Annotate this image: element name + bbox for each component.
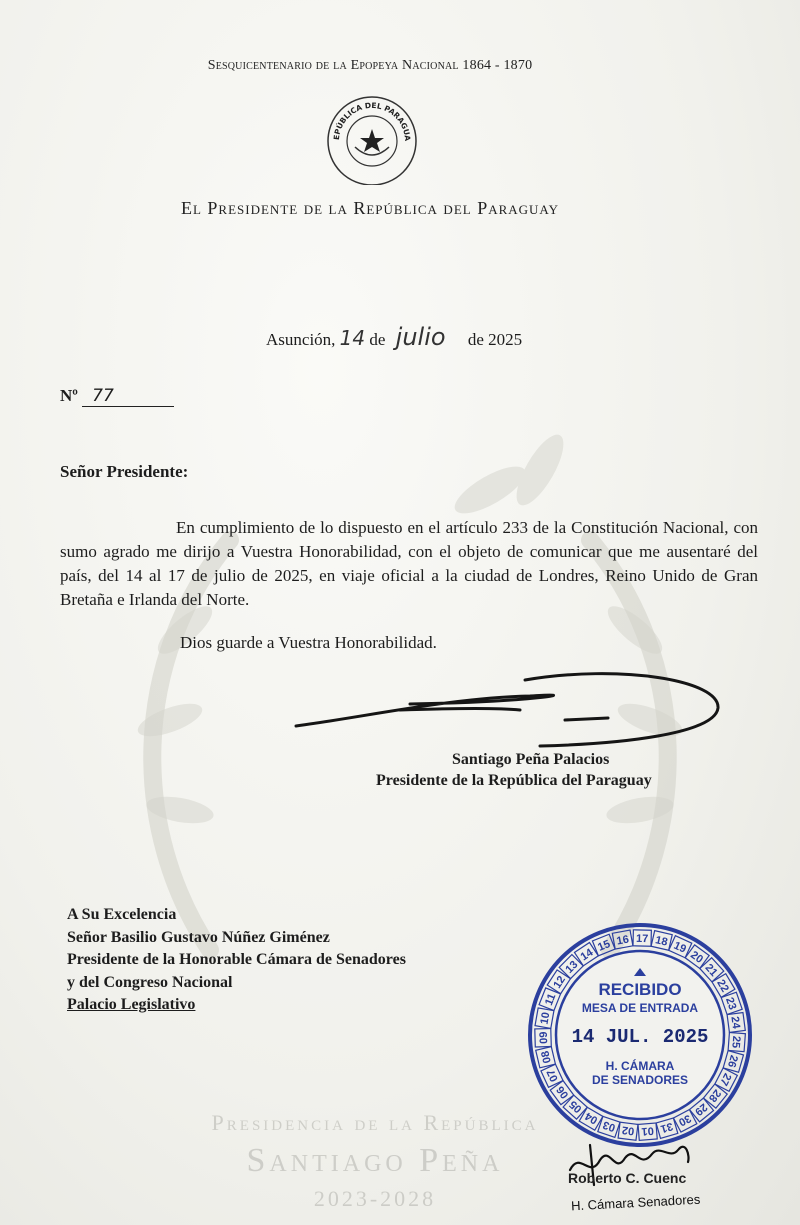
stamp-org-2: DE SENADORES xyxy=(591,1073,689,1087)
stamp-dial-number: 03 xyxy=(601,1118,617,1134)
stamp-dial-number: 25 xyxy=(729,1035,743,1049)
date-prefix: Asunción, xyxy=(266,330,336,349)
receiver-name: Roberto C. Cuenc xyxy=(568,1170,687,1186)
signatory-name: Santiago Peña Palacios xyxy=(452,751,610,768)
stamp-dial-number: 06 xyxy=(554,1083,572,1101)
addressee-line-5: Palacio Legislativo xyxy=(67,996,196,1013)
addressee-block xyxy=(67,904,406,1017)
stamp-subtitle: MESA DE ENTRADA xyxy=(581,1001,699,1015)
addressee-line-1: A Su Excelencia xyxy=(67,906,177,923)
stamp-dial-number: 09 xyxy=(537,1031,551,1044)
receiver-role: H. Cámara Senadores xyxy=(570,1191,701,1214)
addressee-line-3: Presidente de la Honorable Cámara de Senadores xyxy=(67,951,406,968)
stamp-dial-number: 29 xyxy=(692,1100,710,1118)
stamp-dial-number: 23 xyxy=(723,995,739,1012)
stamp-dial-number: 27 xyxy=(717,1071,734,1088)
stamp-dial-number: 11 xyxy=(543,992,559,1008)
stamp-dial-number: 01 xyxy=(640,1124,655,1138)
watermark-line-2: Santiago Peña xyxy=(246,1142,504,1179)
stamp-dial-number: 05 xyxy=(567,1097,585,1115)
date-suffix: de 2025 xyxy=(467,330,523,349)
stamp-dial-number: 10 xyxy=(538,1011,553,1026)
addressee-line-2: Señor Basilio Gustavo Núñez Giménez xyxy=(67,928,330,946)
addressee-line-4: y del Congreso Nacional xyxy=(67,973,233,991)
svg-text:REPÚBLICA DEL PARAGUAY xyxy=(325,95,412,142)
stamp-dial-number: 07 xyxy=(544,1067,561,1084)
stamp-dial-number: 19 xyxy=(671,939,688,956)
handwritten-signature xyxy=(290,668,730,758)
date-line xyxy=(266,323,522,351)
letter-body: En cumplimiento de lo dispuesto en el artículo 233 de la Constitución Nacional, con sumo agrado me dirijo a Vuestra Honorabilidad, con el objeto de comunicar que me ausentaré del país, del 14 al 17 de julio de 2025, en viaje oficial a la ciudad de Londres, Reino Unido de Gran Bretaña e Irlanda del Norte. xyxy=(60,518,758,609)
stamp-dial-number: 26 xyxy=(724,1053,740,1069)
stamp-dial-number: 14 xyxy=(578,946,596,964)
date-day: 14 xyxy=(339,326,366,350)
stamp-dial-number: 08 xyxy=(539,1049,554,1065)
sesquicentenary-header: Sesquicentenario de la Epopeya Nacional 1864 - 1870 xyxy=(207,58,533,73)
document-number xyxy=(60,386,174,407)
date-de: de xyxy=(369,330,386,349)
watermark-line-1: Presidencia de la República xyxy=(211,1110,539,1135)
stamp-title: RECIBIDO xyxy=(598,980,682,999)
date-month: julio xyxy=(395,323,446,351)
stamp-dial-number: 20 xyxy=(688,949,706,966)
stamp-org-1: H. CÁMARA xyxy=(605,1059,675,1073)
stamp-dial-number: 12 xyxy=(551,973,569,991)
stamp-dial-number: 31 xyxy=(659,1119,675,1135)
stamp-dial-number: 13 xyxy=(563,958,581,976)
salutation: Señor Presidente: xyxy=(60,462,189,481)
stamp-dial-number: 02 xyxy=(621,1123,635,1137)
stamp-dial-number: 16 xyxy=(615,933,630,948)
stamp-dial-number: 30 xyxy=(676,1111,693,1129)
stamp-dial-number: 28 xyxy=(706,1086,724,1104)
presidency-watermark xyxy=(165,1110,585,1212)
stamp-dial-number: 18 xyxy=(654,934,669,949)
number-value: 77 xyxy=(82,386,174,407)
watermark-line-3: 2023-2028 xyxy=(313,1186,437,1211)
number-label: Nº xyxy=(60,386,78,405)
stamp-dial-number: 24 xyxy=(728,1015,742,1030)
national-seal-icon xyxy=(325,95,420,185)
stamp-dial-number: 22 xyxy=(714,977,731,995)
seal-text: EPÚBLICA DEL PARAGUA xyxy=(331,100,413,141)
signatory-title: Presidente de la República del Paraguay xyxy=(376,772,652,789)
stamp-date: 14 JUL. 2025 xyxy=(571,1026,709,1048)
closing-line: Dios guarde a Vuestra Honorabilidad. xyxy=(180,633,437,652)
stamp-dial-number: 21 xyxy=(702,961,720,980)
stamp-dial-number: 17 xyxy=(635,932,649,946)
stamp-dial-number: 04 xyxy=(583,1109,600,1127)
letterhead-title: El Presidente de la República del Paraguay xyxy=(180,198,560,218)
stamp-dial-number: 15 xyxy=(596,938,613,954)
received-stamp xyxy=(525,920,755,1150)
